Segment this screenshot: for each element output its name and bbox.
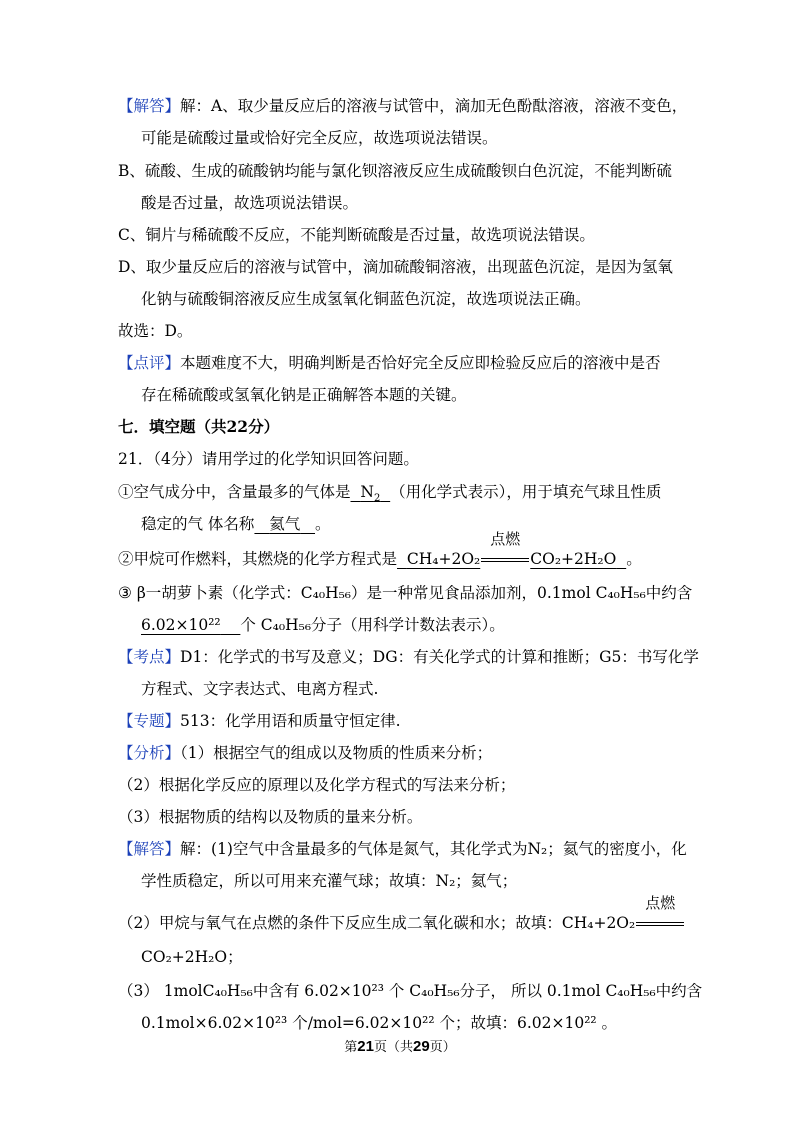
condition-label: 点燃 xyxy=(490,530,521,548)
q21-part-1: ①空气成分中，含量最多的气体是 $N_2$ （用化学式表示），用于填充气球且性质 xyxy=(118,483,662,505)
q21-part-1-cont: 稳定的气 体名称 氦气 。 xyxy=(141,515,331,533)
q21-solution-2-cont: CO₂+2H₂O； xyxy=(141,948,243,966)
q20-comment-line-2: 存在稀硫酸或氢氧化钠是正确解答本题的关键。 xyxy=(141,386,467,404)
q21-solution-1-cont: 学性质稳定，所以可用来充灌气球；故填：N₂；氦气； xyxy=(141,872,518,890)
q21-answer-2: 氦气 xyxy=(269,515,301,533)
q21-answer-1: $N_2$ xyxy=(360,483,381,505)
section-heading: 七．填空题（共22分） xyxy=(118,417,280,436)
page-number: 21 xyxy=(357,1038,374,1055)
total-pages: 29 xyxy=(413,1038,430,1055)
q20-option-c: C、铜片与稀硫酸不反应，不能判断硫酸是否过量，故选项说法错误。 xyxy=(118,226,595,244)
q21-topic: 【专题】513：化学用语和质量守恒定律. xyxy=(118,712,401,730)
q20-option-b: B、硫酸、生成的硫酸钠均能与氯化钡溶液反应生成硫酸钡白色沉淀，不能判断硫 xyxy=(118,162,672,180)
q21-solution-3: （3） 1molC₄₀H₅₆中含有 6.02×10²³ 个 C₄₀H₅₆分子， 所以 0.1mol C₄₀H₅₆中约含 xyxy=(118,982,703,1000)
q21-analysis-3: （3）根据物质的结构以及物质的量来分析。 xyxy=(118,808,423,826)
q21-analysis-2: （2）根据化学反应的原理以及化学方程式的写法来分析； xyxy=(118,776,516,794)
q21-answer-3: 6.02×10²² xyxy=(141,616,221,634)
q20-comment-line-1: 【点评】本题难度不大，明确判断是否恰好完全反应即检验反应后的溶液中是否 xyxy=(118,354,661,372)
q21-solution-3-cont: 0.1mol×6.02×10²³ 个/mol=6.02×10²² 个；故填：6.02×10²² 。 xyxy=(141,1014,618,1032)
q21-knowledge-point: 【考点】D1：化学式的书写及意义；DG：有关化学式的计算和推断；G5：书写化学 xyxy=(118,648,699,666)
reaction-arrow xyxy=(480,530,530,570)
answer-tag: 【解答】 xyxy=(118,840,181,858)
q20-option-b-cont: 酸是否过量，故选项说法错误。 xyxy=(141,194,359,212)
q20-option-d: D、取少量反应后的溶液与试管中，滴加硫酸铜溶液，出现蓝色沉淀，是因为氢氧 xyxy=(118,258,673,276)
q20-answer-line-1: 【解答】解：A、取少量反应后的溶液与试管中，滴加无色酚酞溶液，溶液不变色， xyxy=(118,97,688,115)
condition-label: 点燃 xyxy=(645,894,676,912)
q21-analysis: 【分析】（1）根据空气的组成以及物质的性质来分析； xyxy=(118,744,493,762)
q21-equation-answer: CH₄+2O₂ xyxy=(406,550,481,568)
reaction-arrow xyxy=(635,894,685,934)
q20-answer-line-2: 可能是硫酸过量或恰好完全反应，故选项说法错误。 xyxy=(141,129,498,147)
q21-heading: 21．（4分）请用学过的化学知识回答问题。 xyxy=(118,450,419,468)
answer-tag: 【解答】 xyxy=(118,97,181,115)
q21-solution-2: （2）甲烷与氧气在点燃的条件下反应生成二氧化碳和水；故填：CH₄+2O₂ 点燃 xyxy=(118,912,685,934)
point-tag: 【考点】 xyxy=(118,648,181,666)
q21-solution-1: 【解答】解：(1)空气中含量最多的气体是氮气，其化学式为N₂；氦气的密度小，化 xyxy=(118,840,687,858)
q21-part-2: ②甲烷可作燃料，其燃烧的化学方程式是 CH₄+2O₂ 点燃 CO₂+2H₂O 。 xyxy=(118,530,642,568)
q21-part-3-cont: 6.02×10²² 个 C₄₀H₅₆分子（用科学计数法表示）。 xyxy=(141,616,505,634)
q21-knowledge-point-cont: 方程式、文字表达式、电离方程式. xyxy=(141,680,379,698)
analysis-tag: 【分析】 xyxy=(118,744,181,762)
comment-tag: 【点评】 xyxy=(118,354,181,372)
q20-option-d-cont: 化钠与硫酸铜溶液反应生成氢氧化铜蓝色沉淀，故选项说法正确。 xyxy=(141,290,591,308)
q21-part-3: ③ β一胡萝卜素（化学式：C₄₀H₅₆）是一种常见食品添加剂，0.1mol C₄₀H₅₆中约含 xyxy=(118,584,693,602)
page-footer: 第21页（共29页） xyxy=(344,1038,456,1055)
topic-tag: 【专题】 xyxy=(118,712,181,730)
q20-choice: 故选：D。 xyxy=(118,322,193,340)
